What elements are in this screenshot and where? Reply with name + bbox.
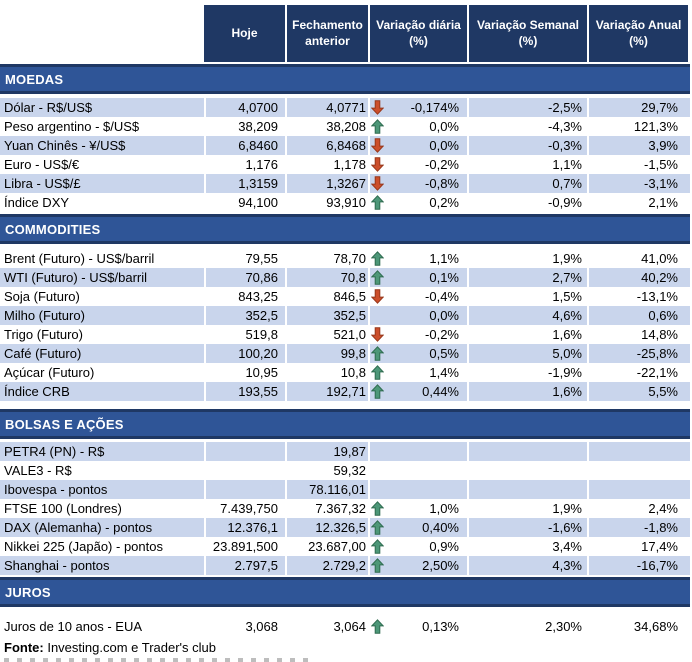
cell-variacao-semanal: -1,9% xyxy=(467,363,587,382)
cell-hoje: 2.797,5 xyxy=(204,556,285,575)
section-title: COMMODITIES xyxy=(5,221,101,237)
header-row xyxy=(204,5,690,62)
section-rows xyxy=(0,442,692,575)
variacao-diaria-value: -0,8% xyxy=(425,176,459,191)
table-row-peso-argentino-us xyxy=(0,117,690,136)
row-label: Euro - US$/€ xyxy=(4,157,80,172)
cell-variacao-anual: -22,1% xyxy=(587,363,690,382)
cell-variacao-semanal: -0,3% xyxy=(467,136,587,155)
cell-variacao-anual: 2,1% xyxy=(587,193,690,212)
variacao-diaria-value: 0,1% xyxy=(429,270,459,285)
cell-hoje: 519,8 xyxy=(204,325,285,344)
cell-variacao-anual: 5,5% xyxy=(587,382,690,401)
cell-variacao-anual xyxy=(587,480,690,499)
cell-variacao-semanal: 1,6% xyxy=(467,325,587,344)
table-row-trigo-futuro xyxy=(0,325,690,344)
cell-fechamento-anterior: 38,208 xyxy=(285,117,368,136)
cell-hoje xyxy=(204,461,285,480)
section-rows xyxy=(0,98,692,212)
report-page xyxy=(0,5,692,662)
row-label: Índice CRB xyxy=(0,382,204,401)
down-arrow-icon xyxy=(371,100,384,115)
up-arrow-icon xyxy=(371,270,384,285)
cell-variacao-semanal: -4,3% xyxy=(467,117,587,136)
cell-fechamento-anterior: 846,5 xyxy=(285,287,368,306)
variacao-diaria-value: 0,40% xyxy=(422,520,459,535)
cell-variacao-semanal: 1,9% xyxy=(467,249,587,268)
cell-variacao-diaria xyxy=(368,480,467,499)
cell-variacao-anual: 0,6% xyxy=(587,306,690,325)
cell-variacao-diaria xyxy=(368,117,467,136)
row-label: Nikkei 225 (Japão) - pontos xyxy=(4,539,163,554)
cell-variacao-diaria xyxy=(368,136,467,155)
section-moedas xyxy=(0,64,692,212)
cell-variacao-anual xyxy=(587,461,690,480)
cell-fechamento-anterior: 6,8468 xyxy=(285,136,368,155)
section-header-moedas xyxy=(0,64,690,94)
row-label: Dólar - R$/US$ xyxy=(0,98,204,117)
section-title: MOEDAS xyxy=(5,71,64,87)
cell-hoje: 843,25 xyxy=(204,287,285,306)
cell-hoje: 94,100 xyxy=(204,193,285,212)
cell-variacao-anual: -3,1% xyxy=(587,174,690,193)
cell-variacao-semanal: -0,9% xyxy=(467,193,587,212)
cell-variacao-diaria xyxy=(368,287,467,306)
cell-variacao-semanal: -2,5% xyxy=(467,98,587,117)
variacao-diaria-value: 2,50% xyxy=(422,558,459,573)
cell-variacao-semanal xyxy=(467,442,587,461)
cell-variacao-diaria xyxy=(368,249,467,268)
cell-fechamento-anterior: 352,5 xyxy=(285,306,368,325)
cell-hoje: 7.439,750 xyxy=(204,499,285,518)
table-row-juros-de-10-anos-eua xyxy=(0,617,690,636)
table-row-petr4-pn-r xyxy=(0,442,690,461)
cell-fechamento-anterior: 70,8 xyxy=(285,268,368,287)
cell-variacao-anual: -13,1% xyxy=(587,287,690,306)
cell-hoje xyxy=(204,442,285,461)
table-row-indice-crb xyxy=(0,382,690,401)
row-label: Juros de 10 anos - EUA xyxy=(4,619,143,634)
row-label: Açúcar (Futuro) xyxy=(4,365,95,380)
section-header-bolsas-e-acoes xyxy=(0,409,690,439)
cell-fechamento-anterior: 4,0771 xyxy=(285,98,368,117)
row-label: Libra - US$/£ xyxy=(0,174,204,193)
table-row-brent-futuro-us-barril xyxy=(0,249,690,268)
cell-hoje: 352,5 xyxy=(204,306,285,325)
up-arrow-icon xyxy=(371,346,384,361)
cell-variacao-anual: 3,9% xyxy=(587,136,690,155)
cell-hoje: 1,3159 xyxy=(204,174,285,193)
source-label: Fonte: xyxy=(4,640,44,655)
down-arrow-icon xyxy=(371,327,384,342)
table-row-cafe-futuro xyxy=(0,344,690,363)
section-title: JUROS xyxy=(5,584,51,600)
cell-fechamento-anterior: 10,8 xyxy=(285,363,368,382)
cell-fechamento-anterior: 1,178 xyxy=(285,155,368,174)
cell-fechamento-anterior: 78.116,01 xyxy=(285,480,368,499)
row-label: Brent (Futuro) - US$/barril xyxy=(4,251,155,266)
table-row-wti-futuro-us-barril xyxy=(0,268,690,287)
cell-variacao-anual: -1,5% xyxy=(587,155,690,174)
cell-variacao-diaria xyxy=(368,556,467,575)
variacao-diaria-value: -0,174% xyxy=(410,100,459,115)
table-row-shanghai-pontos xyxy=(0,556,690,575)
down-arrow-icon xyxy=(371,176,384,191)
cell-variacao-diaria xyxy=(368,442,467,461)
cell-variacao-diaria xyxy=(368,174,467,193)
row-label: WTI (Futuro) - US$/barril xyxy=(0,268,204,287)
cell-hoje: 10,95 xyxy=(204,363,285,382)
variacao-diaria-value: -0,4% xyxy=(425,289,459,304)
variacao-diaria-value: 0,5% xyxy=(429,346,459,361)
cell-variacao-anual: 34,68% xyxy=(587,617,690,636)
cell-fechamento-anterior: 192,71 xyxy=(285,382,368,401)
column-header-variacao-diaria: Variação diária (%) xyxy=(368,5,467,62)
section-header-commodities xyxy=(0,214,690,244)
cell-variacao-diaria xyxy=(368,461,467,480)
cell-variacao-semanal: -1,6% xyxy=(467,518,587,537)
variacao-diaria-value: 0,2% xyxy=(429,195,459,210)
cell-variacao-diaria xyxy=(368,382,467,401)
cell-variacao-semanal: 3,4% xyxy=(467,537,587,556)
table-row-euro-us xyxy=(0,155,690,174)
row-label: Yuan Chinês - ¥/US$ xyxy=(0,136,204,155)
cell-fechamento-anterior: 93,910 xyxy=(285,193,368,212)
down-arrow-icon xyxy=(371,157,384,172)
row-label: PETR4 (PN) - R$ xyxy=(0,442,204,461)
variacao-diaria-value: 0,9% xyxy=(429,539,459,554)
cell-variacao-semanal: 1,5% xyxy=(467,287,587,306)
row-label: DAX (Alemanha) - pontos xyxy=(0,518,204,537)
section-bolsas-e-acoes xyxy=(0,409,692,575)
down-arrow-icon xyxy=(371,138,384,153)
row-label: Trigo (Futuro) xyxy=(4,327,83,342)
table-row-indice-dxy xyxy=(0,193,690,212)
row-label: Peso argentino - $/US$ xyxy=(4,119,140,134)
row-label: Café (Futuro) xyxy=(0,344,204,363)
row-label: VALE3 - R$ xyxy=(4,463,72,478)
cell-variacao-anual: 29,7% xyxy=(587,98,690,117)
cell-variacao-diaria xyxy=(368,325,467,344)
cell-variacao-anual: 14,8% xyxy=(587,325,690,344)
variacao-diaria-value: 0,0% xyxy=(429,308,459,323)
section-juros xyxy=(0,577,692,636)
cell-fechamento-anterior: 19,87 xyxy=(285,442,368,461)
cell-variacao-semanal: 1,1% xyxy=(467,155,587,174)
cell-variacao-semanal: 4,6% xyxy=(467,306,587,325)
section-commodities xyxy=(0,214,692,401)
cell-variacao-semanal xyxy=(467,461,587,480)
cell-fechamento-anterior: 23.687,00 xyxy=(285,537,368,556)
cell-hoje: 1,176 xyxy=(204,155,285,174)
cell-variacao-anual: -25,8% xyxy=(587,344,690,363)
cell-variacao-diaria xyxy=(368,363,467,382)
variacao-diaria-value: 1,4% xyxy=(429,365,459,380)
down-arrow-icon xyxy=(371,289,384,304)
cell-hoje: 4,0700 xyxy=(204,98,285,117)
up-arrow-icon xyxy=(371,251,384,266)
up-arrow-icon xyxy=(371,520,384,535)
cell-variacao-diaria xyxy=(368,98,467,117)
cell-variacao-semanal: 5,0% xyxy=(467,344,587,363)
table-row-yuan-chines-us xyxy=(0,136,690,155)
table-row-vale3-r xyxy=(0,461,690,480)
table-row-libra-us xyxy=(0,174,690,193)
cell-variacao-anual: 2,4% xyxy=(587,499,690,518)
variacao-diaria-value: 0,44% xyxy=(422,384,459,399)
cell-variacao-anual: 17,4% xyxy=(587,537,690,556)
cell-variacao-diaria xyxy=(368,617,467,636)
cell-fechamento-anterior: 99,8 xyxy=(285,344,368,363)
variacao-diaria-value: 0,0% xyxy=(429,138,459,153)
cell-variacao-anual: -16,7% xyxy=(587,556,690,575)
cell-fechamento-anterior: 12.326,5 xyxy=(285,518,368,537)
cell-hoje: 70,86 xyxy=(204,268,285,287)
section-header-juros xyxy=(0,577,690,607)
cell-fechamento-anterior: 59,32 xyxy=(285,461,368,480)
table-row-ftse-100-londres xyxy=(0,499,690,518)
column-header-hoje: Hoje xyxy=(204,5,285,62)
cell-fechamento-anterior: 7.367,32 xyxy=(285,499,368,518)
up-arrow-icon xyxy=(371,384,384,399)
cell-fechamento-anterior: 78,70 xyxy=(285,249,368,268)
variacao-diaria-value: -0,2% xyxy=(425,327,459,342)
source-text: Investing.com e Trader's club xyxy=(43,640,217,655)
cell-variacao-anual: 121,3% xyxy=(587,117,690,136)
cell-hoje: 3,068 xyxy=(204,617,285,636)
cell-variacao-diaria xyxy=(368,344,467,363)
cell-hoje: 193,55 xyxy=(204,382,285,401)
cell-variacao-diaria xyxy=(368,155,467,174)
cell-hoje: 79,55 xyxy=(204,249,285,268)
cell-fechamento-anterior: 521,0 xyxy=(285,325,368,344)
cell-variacao-semanal: 4,3% xyxy=(467,556,587,575)
up-arrow-icon xyxy=(371,539,384,554)
cutoff-text-row xyxy=(4,658,314,662)
row-label: Ibovespa - pontos xyxy=(0,480,204,499)
cell-hoje: 38,209 xyxy=(204,117,285,136)
row-label: Índice DXY xyxy=(4,195,70,210)
cell-variacao-diaria xyxy=(368,537,467,556)
cell-hoje: 23.891,500 xyxy=(204,537,285,556)
variacao-diaria-value: -0,2% xyxy=(425,157,459,172)
cell-variacao-diaria xyxy=(368,306,467,325)
variacao-diaria-value: 1,1% xyxy=(429,251,459,266)
source-note xyxy=(4,640,692,655)
up-arrow-icon xyxy=(371,119,384,134)
cell-hoje: 6,8460 xyxy=(204,136,285,155)
cell-variacao-semanal: 2,7% xyxy=(467,268,587,287)
section-rows xyxy=(0,617,692,636)
row-label: FTSE 100 (Londres) xyxy=(4,501,122,516)
cell-hoje: 100,20 xyxy=(204,344,285,363)
up-arrow-icon xyxy=(371,501,384,516)
column-header-variacao-semanal: Variação Semanal (%) xyxy=(467,5,587,62)
cell-hoje: 12.376,1 xyxy=(204,518,285,537)
cell-variacao-semanal: 1,9% xyxy=(467,499,587,518)
cell-fechamento-anterior: 2.729,2 xyxy=(285,556,368,575)
table-row-dax-alemanha-pontos xyxy=(0,518,690,537)
section-rows xyxy=(0,249,692,401)
up-arrow-icon xyxy=(371,365,384,380)
table-row-soja-futuro xyxy=(0,287,690,306)
cell-variacao-anual: 41,0% xyxy=(587,249,690,268)
up-arrow-icon xyxy=(371,619,384,634)
variacao-diaria-value: 0,0% xyxy=(429,119,459,134)
cell-variacao-semanal: 1,6% xyxy=(467,382,587,401)
cell-variacao-anual: -1,8% xyxy=(587,518,690,537)
table-row-ibovespa-pontos xyxy=(0,480,690,499)
cell-variacao-diaria xyxy=(368,193,467,212)
up-arrow-icon xyxy=(371,558,384,573)
column-header-fechamento-anterior: Fechamento anterior xyxy=(285,5,368,62)
cell-fechamento-anterior: 3,064 xyxy=(285,617,368,636)
variacao-diaria-value: 1,0% xyxy=(429,501,459,516)
cell-variacao-anual: 40,2% xyxy=(587,268,690,287)
cell-variacao-semanal: 2,30% xyxy=(467,617,587,636)
cell-fechamento-anterior: 1,3267 xyxy=(285,174,368,193)
row-label: Shanghai - pontos xyxy=(0,556,204,575)
cell-variacao-semanal: 0,7% xyxy=(467,174,587,193)
cell-variacao-semanal xyxy=(467,480,587,499)
cell-variacao-diaria xyxy=(368,518,467,537)
up-arrow-icon xyxy=(371,195,384,210)
row-label: Soja (Futuro) xyxy=(4,289,80,304)
column-header-variacao-anual: Variação Anual (%) xyxy=(587,5,690,62)
cell-hoje xyxy=(204,480,285,499)
table-body xyxy=(0,64,692,636)
variacao-diaria-value: 0,13% xyxy=(422,619,459,634)
table-row-acucar-futuro xyxy=(0,363,690,382)
cell-variacao-diaria xyxy=(368,499,467,518)
cell-variacao-anual xyxy=(587,442,690,461)
row-label: Milho (Futuro) xyxy=(0,306,204,325)
table-row-dolar-r-us xyxy=(0,98,690,117)
table-row-milho-futuro xyxy=(0,306,690,325)
cell-variacao-diaria xyxy=(368,268,467,287)
section-title: BOLSAS E AÇÕES xyxy=(5,416,124,432)
table-row-nikkei-225-japao-pontos xyxy=(0,537,690,556)
